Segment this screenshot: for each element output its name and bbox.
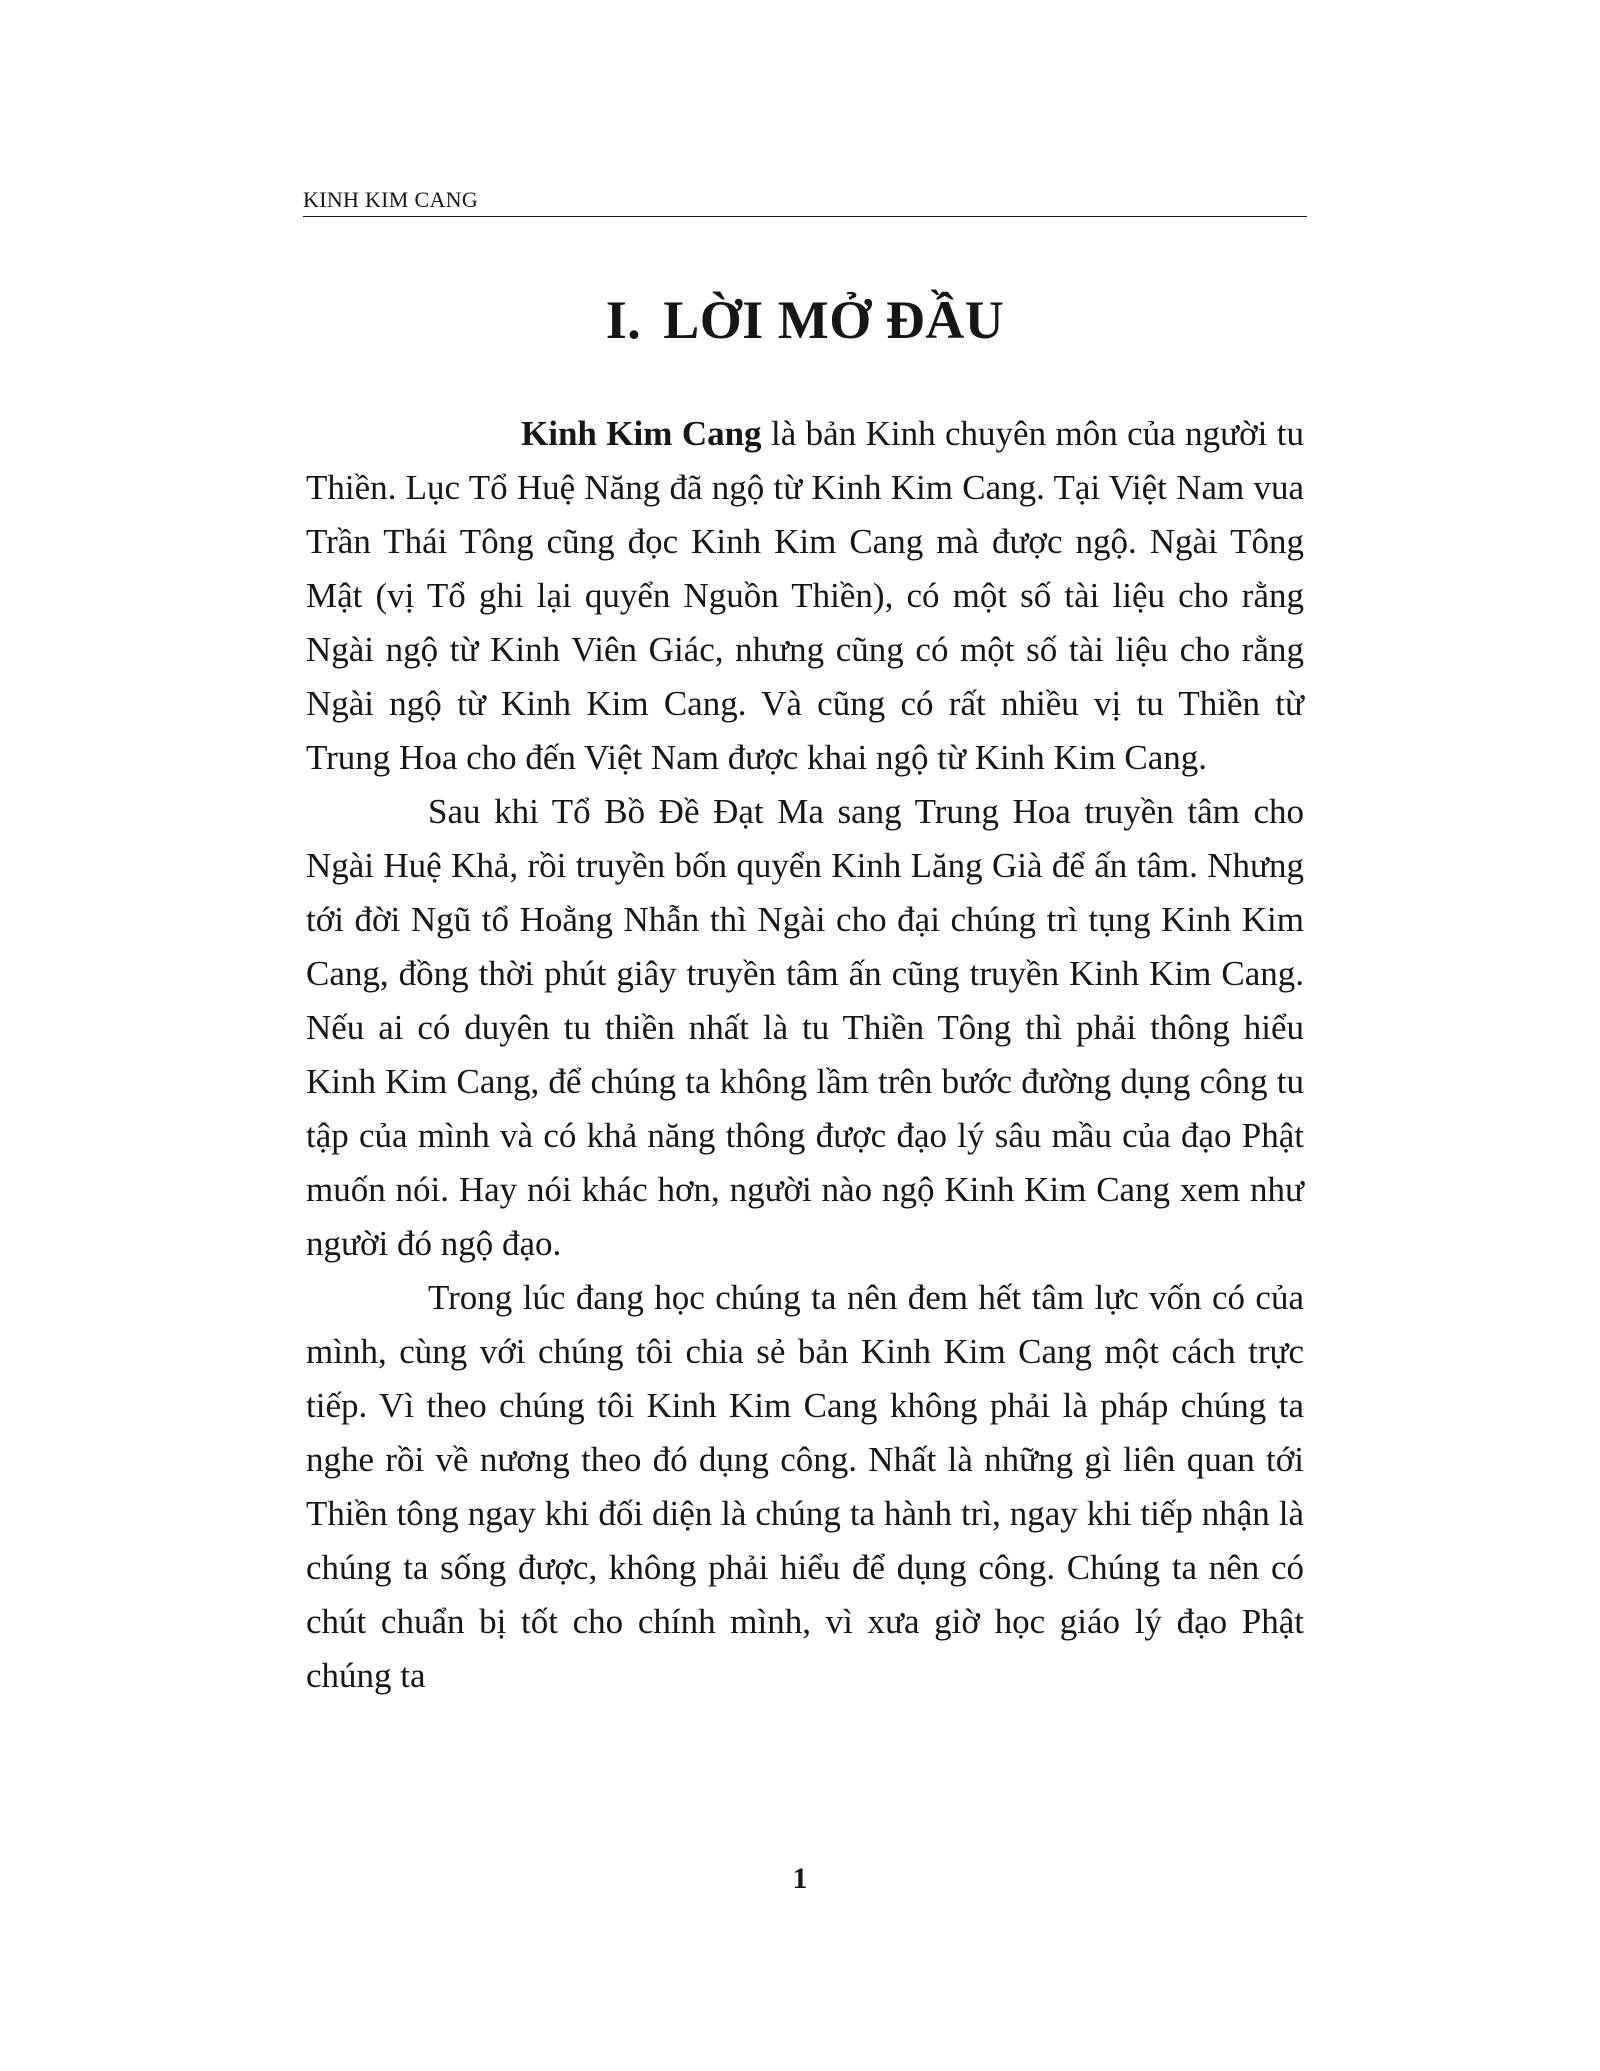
body-text — [306, 407, 1304, 1703]
chapter-number: I. — [605, 290, 642, 350]
page-number: 1 — [792, 1862, 808, 1895]
paragraph-1 — [306, 407, 1304, 785]
header-rule — [303, 216, 1307, 217]
paragraph-3: Trong lúc đang học chúng ta nên đem hết tâm lực vốn có của mình, cùng với chúng tôi chia sẻ bản Kinh Kim Cang một cách trực tiếp. Vì theo chúng tôi Kinh Kim Cang không phải là pháp chúng ta nghe rồi về nương theo đó dụng công. Nhất là những gì liên quan tới Thiền tông ngay khi đối diện là chúng ta hành trì, ngay khi tiếp nhận là chúng ta sống được, không phải hiểu để dụng công. Chúng ta nên có chút chuẩn bị tốt cho chính mình, vì xưa giờ học giáo lý đạo Phật chúng ta — [306, 1278, 1304, 1695]
paragraph-1-lead: Kinh Kim Cang — [521, 414, 762, 453]
running-head: KINH KIM CANG — [303, 187, 479, 212]
paragraph-1-text: là bản Kinh chuyên môn của người tu Thiền. Lục Tổ Huệ Năng đã ngộ từ Kinh Kim Cang. Tại Việt Nam vua Trần Thái Tông cũng đọc Kinh Kim Cang mà được ngộ. Ngài Tông Mật (vị Tổ ghi lại quyển Nguồn Thiền), có một số tài liệu cho rằng Ngài ngộ từ Kinh Viên Giác, nhưng cũng có một số tài liệu cho rằng Ngài ngộ từ Kinh Kim Cang. Và cũng có rất nhiều vị tu Thiền từ Trung Hoa cho đến Việt Nam được khai ngộ từ Kinh Kim Cang. — [306, 414, 1304, 777]
chapter-title — [303, 288, 1307, 352]
paragraph-2: Sau khi Tổ Bồ Đề Đạt Ma sang Trung Hoa truyền tâm cho Ngài Huệ Khả, rồi truyền bốn quyển Kinh Lăng Già để ấn tâm. Nhưng tới đời Ngũ tổ Hoằng Nhẫn thì Ngài cho đại chúng trì tụng Kinh Kim Cang, đồng thời phút giây truyền tâm ấn cũng truyền Kinh Kim Cang. Nếu ai có duyên tu thiền nhất là tu Thiền Tông thì phải thông hiểu Kinh Kim Cang, để chúng ta không lầm trên bước đường dụng công tu tập của mình và có khả năng thông được đạo lý sâu mầu của đạo Phật muốn nói. Hay nói khác hơn, người nào ngộ Kinh Kim Cang xem như người đó ngộ đạo. — [306, 792, 1304, 1263]
chapter-title-text: LỜI MỞ ĐẦU — [663, 290, 1005, 350]
